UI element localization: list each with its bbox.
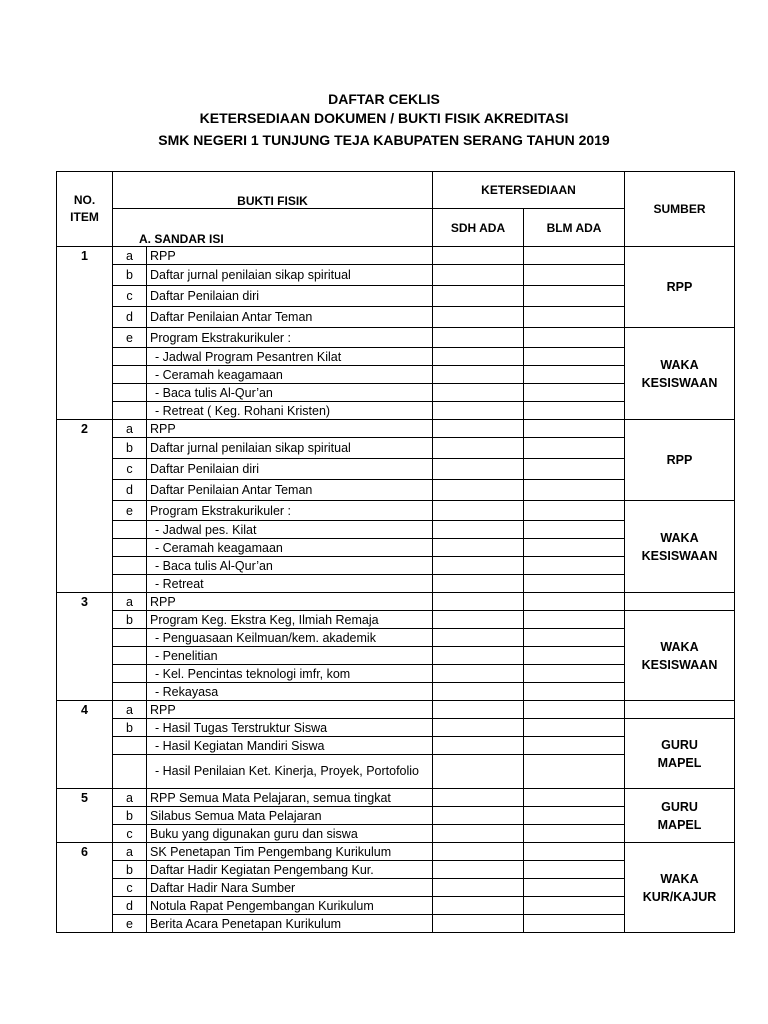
item-description: Program Keg. Ekstra Keg, Ilmiah Remaja: [147, 611, 433, 629]
item-description: Daftar Penilaian Antar Teman: [147, 480, 433, 501]
sdh-ada-cell[interactable]: [433, 701, 524, 719]
item-description: - Retreat ( Keg. Rohani Kristen): [147, 402, 433, 420]
sdh-ada-cell[interactable]: [433, 265, 524, 286]
sumber-label: KUR/KAJUR: [642, 889, 717, 904]
item-letter: a: [113, 701, 147, 719]
checklist-table: [56, 171, 735, 933]
item-description: - Hasil Tugas Terstruktur Siswa: [147, 719, 433, 737]
item-letter: a: [113, 247, 147, 265]
blm-ada-cell[interactable]: [524, 265, 625, 286]
item-description: Daftar Hadir Nara Sumber: [147, 879, 433, 897]
blm-ada-cell[interactable]: [524, 683, 625, 701]
item-letter: b: [113, 861, 147, 879]
item-description: RPP: [147, 420, 433, 438]
blm-ada-cell[interactable]: [524, 366, 625, 384]
item-description: Berita Acara Penetapan Kurikulum: [147, 915, 433, 933]
sumber-label: KESISWAAN: [641, 548, 718, 563]
sdh-ada-cell[interactable]: [433, 420, 524, 438]
table-row: [57, 420, 735, 438]
header-no-item-part: ITEM: [70, 210, 99, 224]
sdh-ada-cell[interactable]: [433, 789, 524, 807]
sdh-ada-cell[interactable]: [433, 897, 524, 915]
item-description: - Penguasaan Keilmuan/kem. akademik: [147, 629, 433, 647]
item-description: - Kel. Pencintas teknologi imfr, kom: [147, 665, 433, 683]
blm-ada-cell[interactable]: [524, 402, 625, 420]
item-letter: b: [113, 719, 147, 737]
item-description: Daftar jurnal penilaian sikap spiritual: [147, 265, 433, 286]
item-description: - Jadwal pes. Kilat: [147, 521, 433, 539]
item-letter: c: [113, 825, 147, 843]
item-description: - Ceramah keagamaan: [147, 366, 433, 384]
sumber-cell: [625, 420, 735, 501]
table-row: [57, 611, 735, 629]
sdh-ada-cell[interactable]: [433, 247, 524, 265]
table-row: [57, 843, 735, 861]
item-description: Notula Rapat Pengembangan Kurikulum: [147, 897, 433, 915]
blm-ada-cell[interactable]: [524, 575, 625, 593]
item-number: 6: [57, 843, 113, 933]
item-description: Program Ekstrakurikuler :: [147, 501, 433, 521]
item-description: Daftar Penilaian diri: [147, 459, 433, 480]
item-letter: d: [113, 897, 147, 915]
blm-ada-cell[interactable]: [524, 789, 625, 807]
sdh-ada-cell[interactable]: [433, 825, 524, 843]
sumber-label: WAKA: [660, 530, 699, 545]
sdh-ada-cell[interactable]: [433, 539, 524, 557]
item-letter: c: [113, 459, 147, 480]
table-row: [57, 789, 735, 807]
sumber-cell: [625, 328, 735, 420]
item-letter: [113, 647, 147, 665]
item-description: Daftar Penilaian diri: [147, 286, 433, 307]
blm-ada-cell[interactable]: [524, 755, 625, 789]
item-description: RPP Semua Mata Pelajaran, semua tingkat: [147, 789, 433, 807]
sdh-ada-cell[interactable]: [433, 861, 524, 879]
table-row: [57, 593, 735, 611]
item-letter: [113, 348, 147, 366]
blm-ada-cell[interactable]: [524, 521, 625, 539]
item-letter: d: [113, 480, 147, 501]
item-description: - Baca tulis Al-Qur’an: [147, 557, 433, 575]
sdh-ada-cell[interactable]: [433, 328, 524, 348]
item-description: - Penelitian: [147, 647, 433, 665]
item-description: Program Ekstrakurikuler :: [147, 328, 433, 348]
item-letter: a: [113, 789, 147, 807]
sumber-cell: [625, 789, 735, 843]
sdh-ada-cell[interactable]: [433, 480, 524, 501]
item-letter: a: [113, 843, 147, 861]
header-sumber: SUMBER: [625, 172, 735, 247]
sumber-label: MAPEL: [657, 817, 702, 832]
item-letter: [113, 683, 147, 701]
item-letter: [113, 629, 147, 647]
item-number: 1: [57, 247, 113, 420]
sdh-ada-cell[interactable]: [433, 611, 524, 629]
item-letter: [113, 755, 147, 789]
sdh-ada-cell[interactable]: [433, 501, 524, 521]
sdh-ada-cell[interactable]: [433, 402, 524, 420]
header-bukti-fisik: BUKTI FISIK: [113, 172, 433, 209]
sumber-label: MAPEL: [657, 755, 702, 770]
sdh-ada-cell[interactable]: [433, 647, 524, 665]
blm-ada-cell[interactable]: [524, 480, 625, 501]
item-letter: b: [113, 807, 147, 825]
table-row: [57, 328, 735, 348]
item-description: - Hasil Kegiatan Mandiri Siswa: [147, 737, 433, 755]
sdh-ada-cell[interactable]: [433, 843, 524, 861]
item-description: - Retreat: [147, 575, 433, 593]
blm-ada-cell[interactable]: [524, 807, 625, 825]
blm-ada-cell[interactable]: [524, 737, 625, 755]
item-description: - Rekayasa: [147, 683, 433, 701]
sdh-ada-cell[interactable]: [433, 879, 524, 897]
sdh-ada-cell[interactable]: [433, 683, 524, 701]
item-description: - Baca tulis Al-Qur’an: [147, 384, 433, 402]
sdh-ada-cell[interactable]: [433, 737, 524, 755]
item-letter: [113, 384, 147, 402]
sdh-ada-cell[interactable]: [433, 557, 524, 575]
blm-ada-cell[interactable]: [524, 843, 625, 861]
sumber-label: RPP: [666, 453, 693, 467]
blm-ada-cell[interactable]: [524, 879, 625, 897]
item-letter: [113, 737, 147, 755]
item-description: RPP: [147, 701, 433, 719]
sdh-ada-cell[interactable]: [433, 575, 524, 593]
table-row: [57, 701, 735, 719]
sumber-cell: [625, 501, 735, 593]
blm-ada-cell[interactable]: [524, 307, 625, 328]
item-letter: [113, 402, 147, 420]
item-letter: a: [113, 420, 147, 438]
blm-ada-cell[interactable]: [524, 611, 625, 629]
sumber-cell: [625, 719, 735, 789]
sdh-ada-cell[interactable]: [433, 665, 524, 683]
item-description: SK Penetapan Tim Pengembang Kurikulum: [147, 843, 433, 861]
item-description: - Jadwal Program Pesantren Kilat: [147, 348, 433, 366]
blm-ada-cell[interactable]: [524, 647, 625, 665]
blm-ada-cell[interactable]: [524, 438, 625, 459]
blm-ada-cell[interactable]: [524, 701, 625, 719]
blm-ada-cell[interactable]: [524, 593, 625, 611]
sumber-label: WAKA: [660, 871, 699, 886]
sdh-ada-cell[interactable]: [433, 459, 524, 480]
blm-ada-cell[interactable]: [524, 665, 625, 683]
table-row: [57, 719, 735, 737]
document-school-line: SMK NEGERI 1 TUNJUNG TEJA KABUPATEN SERANG TAHUN 2019: [158, 132, 610, 148]
sdh-ada-cell[interactable]: [433, 719, 524, 737]
table-row: [57, 247, 735, 265]
item-number: 4: [57, 701, 113, 789]
blm-ada-cell[interactable]: [524, 825, 625, 843]
sdh-ada-cell[interactable]: [433, 286, 524, 307]
item-letter: b: [113, 611, 147, 629]
item-letter: a: [113, 593, 147, 611]
blm-ada-cell[interactable]: [524, 459, 625, 480]
item-letter: [113, 539, 147, 557]
header-blm-ada: BLM ADA: [524, 209, 625, 247]
item-letter: e: [113, 501, 147, 521]
sumber-cell: [625, 843, 735, 933]
item-letter: [113, 665, 147, 683]
item-description: RPP: [147, 247, 433, 265]
blm-ada-cell[interactable]: [524, 861, 625, 879]
sumber-label: KESISWAAN: [641, 375, 718, 390]
document-subtitle: KETERSEDIAAN DOKUMEN / BUKTI FISIK AKREDITASI: [199, 110, 569, 126]
table-row: [57, 501, 735, 521]
header-ketersediaan: KETERSEDIAAN: [433, 172, 625, 209]
sdh-ada-cell[interactable]: [433, 915, 524, 933]
blm-ada-cell[interactable]: [524, 915, 625, 933]
item-letter: b: [113, 438, 147, 459]
sumber-cell: [625, 593, 735, 611]
sdh-ada-cell[interactable]: [433, 807, 524, 825]
sdh-ada-cell[interactable]: [433, 348, 524, 366]
item-description: Silabus Semua Mata Pelajaran: [147, 807, 433, 825]
blm-ada-cell[interactable]: [524, 501, 625, 521]
sdh-ada-cell[interactable]: [433, 521, 524, 539]
sdh-ada-cell[interactable]: [433, 307, 524, 328]
item-letter: c: [113, 286, 147, 307]
item-number: 2: [57, 420, 113, 593]
item-letter: [113, 521, 147, 539]
sdh-ada-cell[interactable]: [433, 629, 524, 647]
item-letter: e: [113, 915, 147, 933]
blm-ada-cell[interactable]: [524, 719, 625, 737]
sumber-cell: [625, 701, 735, 719]
sumber-label: RPP: [666, 280, 693, 294]
item-description: RPP: [147, 593, 433, 611]
item-letter: [113, 366, 147, 384]
item-number: 3: [57, 593, 113, 701]
item-description: Daftar Penilaian Antar Teman: [147, 307, 433, 328]
item-description: - Hasil Penilaian Ket. Kinerja, Proyek, Portofolio: [147, 755, 433, 789]
sumber-label: GURU: [661, 799, 698, 814]
header-no-item-part: NO.: [73, 193, 96, 207]
blm-ada-cell[interactable]: [524, 286, 625, 307]
sumber-cell: [625, 611, 735, 701]
item-number: 5: [57, 789, 113, 843]
sumber-cell: [625, 247, 735, 328]
item-letter: [113, 575, 147, 593]
blm-ada-cell[interactable]: [524, 384, 625, 402]
blm-ada-cell[interactable]: [524, 897, 625, 915]
sdh-ada-cell[interactable]: [433, 384, 524, 402]
item-description: Buku yang digunakan guru dan siswa: [147, 825, 433, 843]
item-description: Daftar Hadir Kegiatan Pengembang Kur.: [147, 861, 433, 879]
blm-ada-cell[interactable]: [524, 348, 625, 366]
item-description: Daftar jurnal penilaian sikap spiritual: [147, 438, 433, 459]
blm-ada-cell[interactable]: [524, 557, 625, 575]
item-letter: c: [113, 879, 147, 897]
blm-ada-cell[interactable]: [524, 539, 625, 557]
blm-ada-cell[interactable]: [524, 328, 625, 348]
item-letter: b: [113, 265, 147, 286]
sdh-ada-cell[interactable]: [433, 366, 524, 384]
blm-ada-cell[interactable]: [524, 420, 625, 438]
sumber-label: WAKA: [660, 357, 699, 372]
header-sdh-ada: SDH ADA: [433, 209, 524, 247]
sumber-label: KESISWAAN: [641, 657, 718, 672]
item-letter: d: [113, 307, 147, 328]
document-title: DAFTAR CEKLIS: [328, 91, 440, 107]
sumber-label: WAKA: [660, 639, 699, 654]
item-description: - Ceramah keagamaan: [147, 539, 433, 557]
section-label: A. SANDAR ISI: [113, 209, 433, 247]
blm-ada-cell[interactable]: [524, 247, 625, 265]
sdh-ada-cell[interactable]: [433, 593, 524, 611]
sdh-ada-cell[interactable]: [433, 755, 524, 789]
header-no-item: [57, 172, 113, 247]
item-letter: [113, 557, 147, 575]
sdh-ada-cell[interactable]: [433, 438, 524, 459]
blm-ada-cell[interactable]: [524, 629, 625, 647]
item-letter: e: [113, 328, 147, 348]
sumber-label: GURU: [661, 737, 698, 752]
